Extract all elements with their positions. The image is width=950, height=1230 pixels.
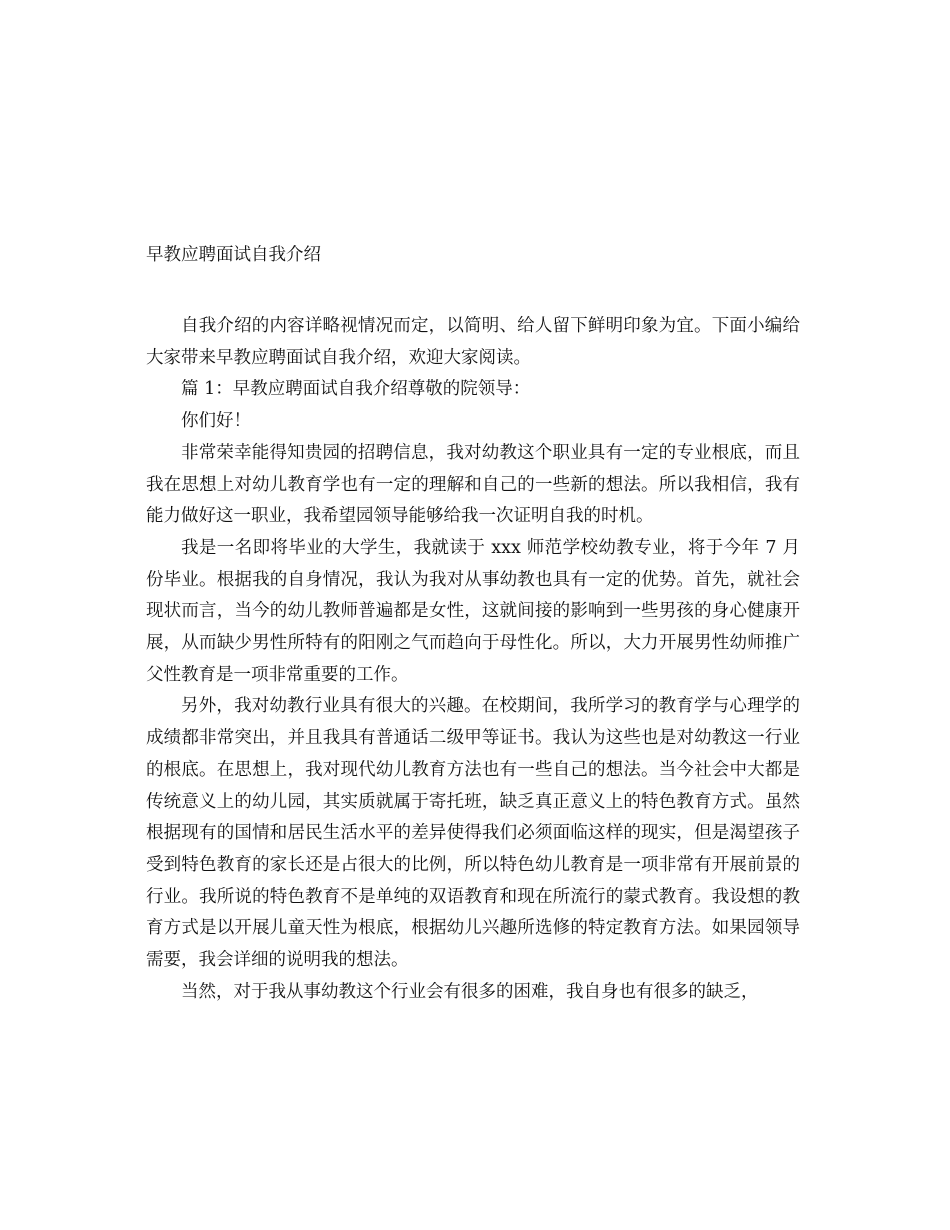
document-title: 早教应聘面试自我介绍 bbox=[146, 245, 321, 265]
paragraph: 我是一名即将毕业的大学生，我就读于 xxx 师范学校幼教专业，将于今年 7 月份毕业。根据我的自身情况，我认为我对从事幼教也具有一定的优势。首先，就社会现状而言，当今的幼儿教师普遍都是女性，这就间接的影响到一些男孩的身心健康开展，从而缺少男性所特有的阳刚之气而趋向于母性化。所以，大力开展男性幼师推广父性教育是一项非常重要的工作。 bbox=[146, 537, 800, 685]
paragraph: 另外，我对幼教行业具有很大的兴趣。在校期间，我所学习的教育学与心理学的成绩都非常突出，并且我具有普通话二级甲等证书。我认为这些也是对幼教这一行业的根底。在思想上，我对现代幼儿教育方法也有一些自己的想法。当今社会中大都是传统意义上的幼儿园，其实质就属于寄托班，缺乏真正意义上的特色教育方式。虽然根据现有的国情和居民生活水平的差异使得我们必须面临这样的现实，但是渴望孩子受到特色教育的家长还是占很大的比例，所以特色幼儿教育是一项非常有开展前景的行业。我所说的特色教育不是单纯的双语教育和现在所流行的蒙式教育。我设想的教育方式是以开展儿童天性为根底，根据幼儿兴趣所选修的特定教育方法。如果园领导需要，我会详细的说明我的想法。 bbox=[146, 696, 800, 971]
paragraph-section-heading: 篇 1：早教应聘面试自我介绍尊敬的院领导： bbox=[181, 379, 531, 400]
paragraph-greeting: 你们好！ bbox=[181, 411, 251, 432]
paragraph-intro: 自我介绍的内容详略视情况而定，以简明、给人留下鲜明印象为宜。下面小编给大家带来早教应聘面试自我介绍，欢迎大家阅读。 bbox=[146, 316, 800, 368]
paragraph: 非常荣幸能得知贵园的招聘信息，我对幼教这个职业具有一定的专业根底，而且我在思想上对幼儿教育学也有一定的理解和自己的一些新的想法。所以我相信，我有能力做好这一职业，我希望园领导能够给我一次证明自我的时机。 bbox=[146, 442, 800, 527]
document-body bbox=[146, 311, 800, 1008]
paragraph: 当然，对于我从事幼教这个行业会有很多的困难，我自身也有很多的缺乏， bbox=[181, 981, 759, 1002]
